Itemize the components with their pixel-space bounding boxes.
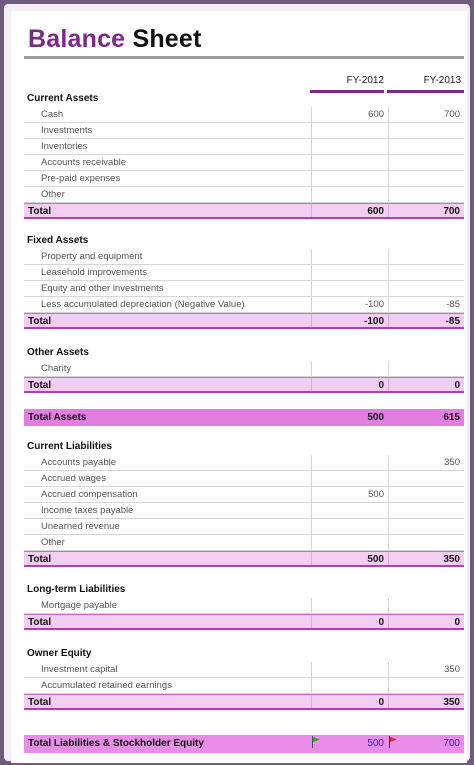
total-label: Total [28, 316, 52, 327]
total-label: Total [28, 554, 52, 565]
total-value-fy2013[interactable]: -85 [445, 316, 460, 327]
row-label: Investments [41, 125, 93, 136]
section-title: Other Assets [27, 347, 89, 358]
total-value-fy2013[interactable]: 350 [443, 554, 460, 565]
table-row [24, 471, 464, 487]
table-row [24, 155, 464, 171]
row-label: Unearned revenue [41, 521, 120, 532]
row-label: Cash [41, 109, 64, 120]
total-value-fy2012[interactable]: 500 [367, 554, 384, 565]
section-title: Long-term Liabilities [27, 584, 126, 595]
section-title: Current Assets [27, 93, 99, 104]
section-total-row [24, 694, 464, 710]
column-separator [311, 695, 312, 708]
row-value-fy2013[interactable]: 350 [444, 664, 460, 675]
column-separator [388, 678, 389, 693]
table-row [24, 503, 464, 519]
total-value-fy2013[interactable]: 0 [454, 380, 460, 391]
title-part1: Balance [28, 25, 126, 53]
table-row [24, 139, 464, 155]
total-value-fy2013[interactable]: 0 [454, 617, 460, 628]
row-value-fy2012[interactable]: 500 [368, 489, 384, 500]
column-separator [311, 204, 312, 217]
column-separator [311, 662, 312, 677]
column-separator [388, 139, 389, 154]
column-separator [311, 678, 312, 693]
table-row [24, 107, 464, 123]
column-separator [388, 598, 389, 613]
column-separator [311, 519, 312, 534]
table-row [24, 455, 464, 471]
section-total-row [24, 551, 464, 567]
column-separator [388, 171, 389, 186]
table-row [24, 519, 464, 535]
column-separator [311, 155, 312, 170]
column-separator [388, 471, 389, 486]
total-label: Total [28, 617, 52, 628]
row-value-fy2012[interactable]: 600 [368, 109, 384, 120]
total-value-fy2012[interactable]: 0 [378, 617, 384, 628]
table-row [24, 662, 464, 678]
column-separator [311, 265, 312, 280]
row-label: Accrued wages [41, 473, 106, 484]
total-liabilities-equity-row [24, 735, 464, 753]
table-row [24, 249, 464, 265]
row-value-fy2013[interactable]: 350 [444, 457, 460, 468]
total-liabilities-equity-label: Total Liabilities & Stockholder Equity [28, 738, 204, 749]
table-row [24, 281, 464, 297]
section-title: Owner Equity [27, 648, 92, 659]
column-separator [388, 615, 389, 628]
total-label: Total [28, 206, 52, 217]
column-separator [311, 503, 312, 518]
row-label: Leasehold improvements [41, 267, 148, 278]
column-separator [311, 171, 312, 186]
table-row [24, 678, 464, 694]
total-value-fy2012[interactable]: 0 [378, 380, 384, 391]
column-separator [388, 662, 389, 677]
table-row [24, 265, 464, 281]
column-separator [311, 281, 312, 296]
table-row [24, 487, 464, 503]
column-separator [311, 314, 312, 327]
row-label: Inventories [41, 141, 88, 152]
column-separator [311, 361, 312, 376]
column-header-rule-fy2013 [387, 90, 464, 93]
total-assets-fy2013[interactable]: 615 [443, 412, 460, 423]
column-separator [388, 361, 389, 376]
total-value-fy2013[interactable]: 350 [443, 697, 460, 708]
table-row [24, 535, 464, 551]
column-separator [311, 139, 312, 154]
column-separator [311, 297, 312, 312]
total-assets-label: Total Assets [28, 412, 87, 423]
row-label: Accrued compensation [41, 489, 138, 500]
column-separator [311, 487, 312, 502]
title-divider [24, 56, 464, 59]
row-label: Mortgage payable [41, 600, 118, 611]
column-header-fy2013: FY-2013 [423, 75, 461, 86]
column-separator [311, 552, 312, 565]
row-value-fy2013[interactable]: 700 [444, 109, 460, 120]
table-row [24, 171, 464, 187]
column-separator [388, 249, 389, 264]
column-separator [311, 615, 312, 628]
column-separator [311, 123, 312, 138]
balance-sheet [11, 11, 467, 763]
row-label: Pre-paid expenses [41, 173, 121, 184]
column-separator [311, 471, 312, 486]
column-header-fy2012: FY-2012 [346, 75, 384, 86]
section-total-row [24, 377, 464, 393]
section-total-row [24, 313, 464, 329]
table-row [24, 187, 464, 203]
section-title: Fixed Assets [27, 235, 89, 246]
section-total-row [24, 203, 464, 219]
column-separator [388, 187, 389, 202]
total-assets-row [24, 409, 464, 426]
column-separator [388, 204, 389, 217]
sheet-frame [4, 4, 470, 761]
column-separator [388, 503, 389, 518]
column-separator [311, 378, 312, 391]
green-flag-icon [311, 736, 321, 748]
column-header-rule-fy2012 [310, 90, 384, 93]
table-row [24, 297, 464, 313]
row-label: Less accumulated depreciation (Negative Value) [41, 299, 245, 310]
column-separator [388, 535, 389, 550]
row-label: Other [41, 189, 65, 200]
total-value-fy2013[interactable]: 700 [443, 206, 460, 217]
column-separator [388, 519, 389, 534]
column-separator [388, 281, 389, 296]
column-separator [311, 187, 312, 202]
row-value-fy2012[interactable]: -100 [364, 299, 384, 310]
table-row [24, 123, 464, 139]
column-separator [388, 487, 389, 502]
table-row [24, 598, 464, 614]
section-title: Current Liabilities [27, 441, 113, 452]
red-flag-icon [388, 736, 398, 748]
total-label: Total [28, 697, 52, 708]
title-part2: Sheet [132, 25, 202, 53]
total-value-fy2012[interactable]: -100 [363, 316, 384, 327]
column-separator [311, 107, 312, 122]
table-row [24, 361, 464, 377]
total-assets-fy2012[interactable]: 500 [367, 412, 384, 423]
row-label: Equity and other investments [41, 283, 164, 294]
row-label: Accounts receivable [41, 157, 127, 168]
row-label: Other [41, 537, 65, 548]
column-separator [388, 155, 389, 170]
row-label: Property and equipment [41, 251, 143, 262]
row-label: Accounts payable [41, 457, 116, 468]
column-separator [311, 249, 312, 264]
total-value-fy2012[interactable]: 600 [367, 206, 384, 217]
page-title [28, 25, 202, 54]
column-separator [388, 107, 389, 122]
column-separator [388, 123, 389, 138]
column-separator [388, 314, 389, 327]
column-separator [388, 552, 389, 565]
column-separator [388, 695, 389, 708]
row-label: Investment capital [41, 664, 118, 675]
column-separator [311, 598, 312, 613]
row-label: Accumulated retained earnings [41, 680, 172, 691]
total-label: Total [28, 380, 52, 391]
column-separator [388, 265, 389, 280]
section-total-row [24, 614, 464, 630]
column-separator [388, 297, 389, 312]
column-separator [311, 455, 312, 470]
row-label: Charity [41, 363, 72, 374]
column-separator [388, 455, 389, 470]
column-separator [311, 535, 312, 550]
column-separator [388, 378, 389, 391]
total-liabilities-equity-fy2013[interactable]: 700 [443, 738, 460, 749]
total-value-fy2012[interactable]: 0 [378, 697, 384, 708]
row-label: Income taxes payable [41, 505, 134, 516]
total-liabilities-equity-fy2012[interactable]: 500 [367, 738, 384, 749]
row-value-fy2013[interactable]: -85 [446, 299, 460, 310]
